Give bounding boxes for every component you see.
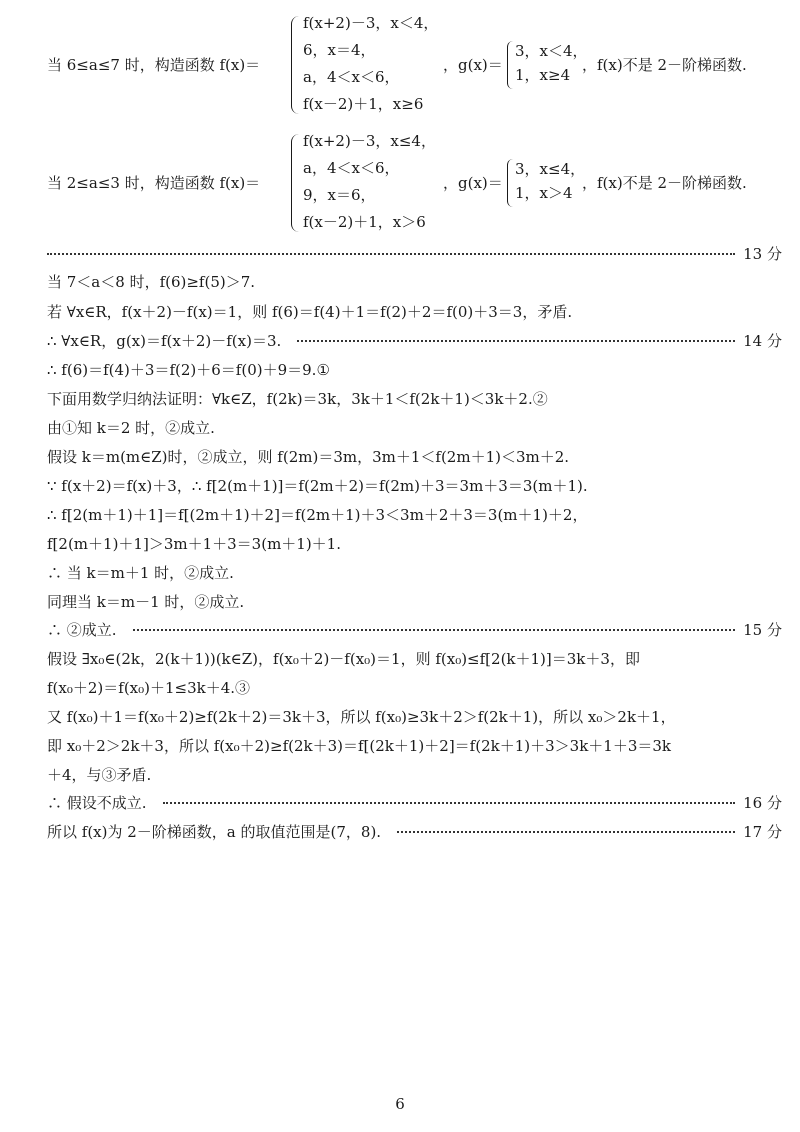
case-line: 9，x＝6， <box>303 186 376 204</box>
solution-line: ∴ 当 k＝m＋1 时，②成立. <box>47 564 234 582</box>
case-line: f(x－2)＋1，x＞6 <box>303 213 426 231</box>
left-brace <box>291 16 300 114</box>
solution-line: ∵ f(x＋2)＝f(x)＋3，∴ f[2(m＋1)]＝f(2m＋2)＝f(2m)＋3＝3m＋3＝3(m＋1). <box>47 477 588 495</box>
dot-leader <box>47 253 735 255</box>
solution-line: 下面用数学归纳法证明：∀k∈Z，f(2k)＝3k，3k＋1＜f(2k＋1)＜3k＋2.② <box>47 390 548 408</box>
score-line-14 <box>47 331 782 351</box>
case-line: a，4＜x＜6， <box>303 159 400 177</box>
solution-line: ＋4，与③矛盾. <box>47 766 152 784</box>
solution-line: ∴ ∀x∈R，g(x)＝f(x＋2)－f(x)＝3. <box>47 332 282 350</box>
left-brace <box>507 159 514 207</box>
solution-line: ∴ 假设不成立. <box>47 794 147 812</box>
solution-line: 假设 k＝m(m∈Z)时，②成立，则 f(2m)＝3m，3m＋1＜f(2m＋1)＜3m＋2. <box>47 448 570 466</box>
piecewise-prefix: 当 6≤a≤7 时，构造函数 f(x)＝ <box>47 56 261 74</box>
solution-line: 所以 f(x)为 2－阶梯函数，a 的取值范围是(7，8). <box>47 823 382 841</box>
left-brace <box>507 41 514 89</box>
score-line-15 <box>47 620 782 640</box>
score-label: 16 分 <box>743 794 782 812</box>
page-number: 6 <box>395 1095 405 1113</box>
dot-leader <box>297 340 735 342</box>
g-case-line: 1，x≥4 <box>515 66 571 84</box>
solution-line: 由①知 k＝2 时，②成立. <box>47 419 215 437</box>
solution-line: ∴ ②成立. <box>47 621 117 639</box>
case-line: f(x－2)＋1，x≥6 <box>303 95 424 113</box>
g-case-line: 3，x≤4， <box>515 160 586 178</box>
score-label: 17 分 <box>743 823 782 841</box>
solution-line: 又 f(x₀)＋1＝f(x₀＋2)≥f(2k＋2)＝3k＋3，所以 f(x₀)≥3k＋2＞f(2k＋1)，所以 x₀＞2k＋1， <box>47 708 676 726</box>
piecewise-tail: ，f(x)不是 2－阶梯函数. <box>582 56 747 74</box>
solution-line: 同理当 k＝m－1 时，②成立. <box>47 593 245 611</box>
score-line-13 <box>47 244 782 264</box>
solution-line: f(x₀＋2)＝f(x₀)＋1≤3k＋4.③ <box>47 679 251 697</box>
piecewise-definition-1 <box>47 10 782 120</box>
case-line: f(x+2)－3，x＜4， <box>303 14 439 32</box>
piecewise-cases <box>303 128 436 236</box>
left-brace <box>291 134 300 232</box>
solution-line: 若 ∀x∈R，f(x＋2)－f(x)＝1，则 f(6)＝f(4)＋1＝f(2)＋2＝f(0)＋3＝3，矛盾. <box>47 303 573 321</box>
g-prefix: ，g(x)＝ <box>443 56 503 74</box>
solution-line: 即 x₀＋2＞2k＋3，所以 f(x₀＋2)≥f(2k＋3)＝f[(2k＋1)＋2]＝f(2k＋1)＋3＞3k＋1＋3＝3k <box>47 737 672 755</box>
score-line-16 <box>47 793 782 813</box>
score-line-17 <box>47 822 782 842</box>
case-line: f(x+2)－3，x≤4， <box>303 132 436 150</box>
dot-leader <box>397 831 735 833</box>
case-line: 6，x＝4， <box>303 41 376 59</box>
g-prefix: ，g(x)＝ <box>443 174 503 192</box>
piecewise-tail: ，f(x)不是 2－阶梯函数. <box>582 174 747 192</box>
score-label: 14 分 <box>743 332 782 350</box>
g-case-line: 3，x＜4， <box>515 42 588 60</box>
g-cases <box>515 157 585 205</box>
score-label: 13 分 <box>743 245 782 263</box>
score-label: 15 分 <box>743 621 782 639</box>
solution-line: 假设 ∃x₀∈(2k，2(k＋1))(k∈Z)，f(x₀＋2)－f(x₀)＝1，则 f(x₀)≤f[2(k＋1)]＝3k＋3，即 <box>47 650 640 668</box>
dot-leader <box>163 802 736 804</box>
dot-leader <box>133 629 736 631</box>
piecewise-definition-2 <box>47 128 782 238</box>
g-case-line: 1，x＞4 <box>515 184 573 202</box>
solution-line: ∴ f[2(m＋1)＋1]＝f[(2m＋1)＋2]＝f(2m＋1)＋3＜3m＋2＋3＝3(m＋1)＋2， <box>47 506 588 524</box>
solution-line: ∴ f(6)＝f(4)＋3＝f(2)＋6＝f(0)＋9＝9.① <box>47 361 330 379</box>
g-cases <box>515 39 588 87</box>
case-line: a，4＜x＜6， <box>303 68 400 86</box>
piecewise-prefix: 当 2≤a≤3 时，构造函数 f(x)＝ <box>47 174 261 192</box>
solution-line: 当 7＜a＜8 时，f(6)≥f(5)＞7. <box>47 273 256 291</box>
solution-line: f[2(m＋1)＋1]＞3m＋1＋3＝3(m＋1)＋1. <box>47 535 341 553</box>
piecewise-cases <box>303 10 438 118</box>
